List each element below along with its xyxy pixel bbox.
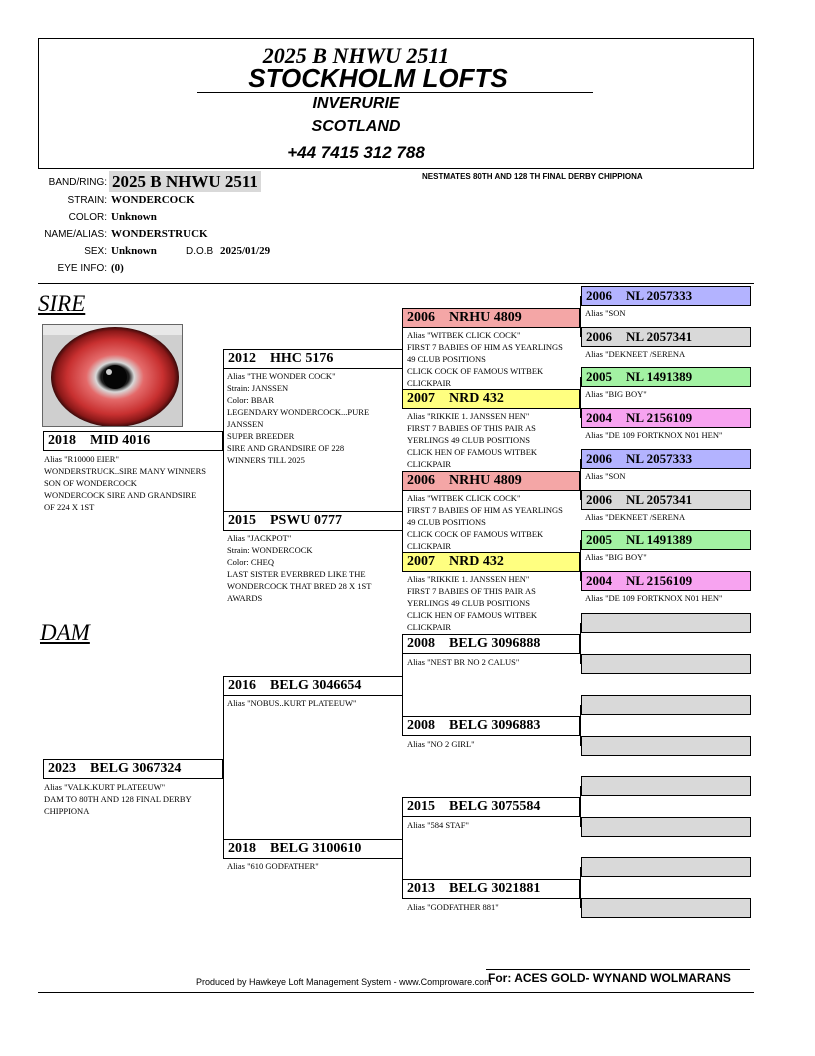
g4-description: Alias "SON — [585, 308, 626, 318]
g4-empty-box[interactable] — [581, 695, 751, 715]
dd-year: 2018 — [228, 841, 256, 856]
header-box — [38, 38, 754, 169]
g4-ring: NL 1491389 — [626, 532, 693, 547]
sire-heading: SIRE — [38, 291, 86, 316]
ds-ring: BELG 3046654 — [270, 678, 362, 693]
sire-dam-box[interactable] — [223, 511, 403, 531]
g4-ring: NL 2156109 — [626, 410, 693, 425]
g4-year: 2004 — [586, 410, 612, 425]
sds-year: 2006 — [407, 473, 435, 488]
g4-year: 2006 — [586, 492, 612, 507]
band-value: 2025 B NHWU 2511 — [109, 171, 261, 192]
g4-empty-box[interactable] — [581, 817, 751, 837]
g4-empty-box[interactable] — [581, 654, 751, 674]
g3-dss-box[interactable] — [402, 634, 580, 654]
ssd-ring: NRD 432 — [449, 391, 504, 406]
dds-ring: BELG 3075584 — [449, 799, 541, 814]
ss-ring: HHC 5176 — [270, 351, 334, 366]
sd-ring: PSWU 0777 — [270, 513, 342, 528]
g4-description: Alias "DEKNEET /SERENA — [585, 512, 686, 522]
g4-description: Alias "DE 109 FORTKNOX N01 HEN" — [585, 430, 723, 440]
g3-dss-description: Alias "NEST BR NO 2 CALUS" — [407, 657, 520, 667]
g4-ring: NL 2156109 — [626, 573, 693, 588]
g3-sss-box[interactable] — [402, 308, 580, 328]
loft-name: STOCKHOLM LOFTS — [248, 63, 508, 93]
g4-year: 2005 — [586, 369, 612, 384]
footer-owner-rule — [486, 969, 750, 970]
dob-value: 2025/01/29 — [220, 245, 271, 257]
loft-phone: +44 7415 312 788 — [287, 143, 425, 162]
strain-value: WONDERCOCK — [111, 194, 195, 206]
g4-ring: NL 1491389 — [626, 369, 693, 384]
produced-by-text: Produced by Hawkeye Loft Management System - www.Comproware.com — [196, 977, 492, 987]
g4-ring: NL 2057341 — [626, 329, 693, 344]
g3-sss-description: Alias "WITBEK CLICK COCK" FIRST 7 BABIES OF HIM AS YEARLINGS 49 CLUB POSITIONS CLICK COCK OF FAMOUS WITBEK CLICKPAIR — [407, 330, 563, 388]
g4-ring: NL 2057341 — [626, 492, 693, 507]
g4-box-5[interactable] — [581, 449, 751, 469]
dam-year: 2023 — [48, 761, 76, 776]
loft-city: INVERURIE — [312, 95, 400, 112]
g3-sdd-description: Alias "RIKKIE 1. JANSSEN HEN" FIRST 7 BABIES OF THIS PAIR AS YERLINGS 49 CLUB POSITIONS CLICK HEN OF FAMOUS WITBEK CLICKPAIR — [407, 574, 538, 632]
g4-description: Alias "BIG BOY" — [585, 389, 647, 399]
g4-description: Alias "DEKNEET /SERENA — [585, 349, 686, 359]
g4-ring: NL 2057333 — [626, 288, 693, 303]
g4-box-4[interactable] — [581, 408, 751, 428]
g4-description: Alias "DE 109 FORTKNOX N01 HEN" — [585, 593, 723, 603]
g4-box-3[interactable] — [581, 367, 751, 387]
loft-country: SCOTLAND — [311, 118, 401, 135]
dd-ring: BELG 3100610 — [270, 841, 362, 856]
g3-sds-description: Alias "WITBEK CLICK COCK" FIRST 7 BABIES OF HIM AS YEARLINGS 49 CLUB POSITIONS CLICK COCK OF FAMOUS WITBEK CLICKPAIR — [407, 493, 563, 551]
g4-year: 2006 — [586, 451, 612, 466]
dam-sire-description: Alias "NOBUS..KURT PLATEEUW" — [227, 698, 357, 708]
nestmates-note: NESTMATES 80TH AND 128 TH FINAL DERBY CHIPPIONA — [422, 172, 643, 181]
sire-dam-description: Alias "JACKPOT" Strain: WONDERCOCK Color: CHEQ LAST SISTER EVERBRED LIKE THE WONDERCOCK THAT BRED 28 X 1ST AWARDS — [227, 533, 372, 603]
g4-empty-box[interactable] — [581, 898, 751, 918]
g4-box-8[interactable] — [581, 571, 751, 591]
g4-year: 2004 — [586, 573, 612, 588]
dam-heading: DAM — [40, 620, 90, 645]
name-value: WONDERSTRUCK — [111, 228, 208, 240]
dam-dam-box[interactable] — [223, 839, 403, 859]
g4-box-7[interactable] — [581, 530, 751, 550]
sdd-ring: NRD 432 — [449, 554, 504, 569]
dam-dam-description: Alias "610 GODFATHER" — [227, 861, 319, 871]
footer-rule — [38, 992, 754, 993]
owner-text: For: ACES GOLD- WYNAND WOLMARANS — [488, 971, 731, 985]
g4-empty-box[interactable] — [581, 857, 751, 877]
g3-dds-box[interactable] — [402, 797, 580, 817]
connector — [223, 686, 224, 849]
header-divider — [197, 92, 593, 93]
sss-ring: NRHU 4809 — [449, 310, 522, 325]
eye-photo — [42, 324, 183, 427]
g3-sds-box[interactable] — [402, 471, 580, 491]
dss-year: 2008 — [407, 636, 435, 651]
g4-box-1[interactable] — [581, 286, 751, 306]
dsd-year: 2008 — [407, 718, 435, 733]
g4-ring: NL 2057333 — [626, 451, 693, 466]
dam-ring: BELG 3067324 — [90, 761, 182, 776]
g4-empty-box[interactable] — [581, 776, 751, 796]
sire-ring: MID 4016 — [90, 433, 151, 448]
g3-dds-description: Alias "584 STAF" — [407, 820, 469, 830]
dam-description: Alias "VALK.KURT PLATEEUW" DAM TO 80TH AND 128 FINAL DERBY CHIPPIONA — [44, 782, 192, 816]
eye-label: EYE INFO: — [57, 263, 107, 274]
g3-ddd-box[interactable] — [402, 879, 580, 899]
dsd-ring: BELG 3096883 — [449, 718, 541, 733]
ss-year: 2012 — [228, 351, 256, 366]
sex-value: Unknown — [111, 245, 157, 257]
dam-box[interactable] — [43, 759, 223, 779]
header-ring: 2025 B NHWU 2511 — [262, 43, 450, 68]
color-value: Unknown — [111, 211, 157, 223]
name-label: NAME/ALIAS: — [44, 229, 107, 240]
dam-sire-box[interactable] — [223, 676, 403, 696]
g3-ddd-description: Alias "GODFATHER 881" — [407, 902, 499, 912]
dds-year: 2015 — [407, 799, 435, 814]
sex-label: SEX: — [84, 246, 107, 257]
g4-year: 2006 — [586, 329, 612, 344]
sire-year: 2018 — [48, 433, 76, 448]
g4-description: Alias "BIG BOY" — [585, 552, 647, 562]
g3-ssd-description: Alias "RIKKIE 1. JANSSEN HEN" FIRST 7 BABIES OF THIS PAIR AS YERLINGS 49 CLUB POSITIONS CLICK HEN OF FAMOUS WITBEK CLICKPAIR — [407, 411, 538, 469]
g4-empty-box[interactable] — [581, 613, 751, 633]
g3-dsd-description: Alias "NO 2 GIRL" — [407, 739, 475, 749]
sire-sire-box[interactable] — [223, 349, 403, 369]
color-label: COLOR: — [68, 212, 107, 223]
ssd-year: 2007 — [407, 391, 435, 406]
sire-box[interactable] — [43, 431, 223, 451]
band-label: BAND/RING: — [48, 177, 107, 188]
sss-year: 2006 — [407, 310, 435, 325]
sd-year: 2015 — [228, 513, 256, 528]
ddd-ring: BELG 3021881 — [449, 881, 541, 896]
dss-ring: BELG 3096888 — [449, 636, 541, 651]
g4-box-6[interactable] — [581, 490, 751, 510]
g4-year: 2005 — [586, 532, 612, 547]
sdd-year: 2007 — [407, 554, 435, 569]
sds-ring: NRHU 4809 — [449, 473, 522, 488]
strain-label: STRAIN: — [67, 195, 107, 206]
g4-year: 2006 — [586, 288, 612, 303]
sire-description: Alias "R10000 EIER" WONDERSTRUCK..SIRE MANY WINNERS SON OF WONDERCOCK WONDERCOCK SIRE AND GRANDSIRE OF 224 X 1ST — [44, 454, 206, 512]
ds-year: 2016 — [228, 678, 256, 693]
ddd-year: 2013 — [407, 881, 435, 896]
connector — [223, 359, 224, 521]
eye-value: (0) — [111, 262, 124, 274]
g3-dsd-box[interactable] — [402, 716, 580, 736]
g4-empty-box[interactable] — [581, 736, 751, 756]
info-separator — [38, 283, 754, 284]
g4-box-2[interactable] — [581, 327, 751, 347]
g4-description: Alias "SON — [585, 471, 626, 481]
g3-sdd-box[interactable] — [402, 552, 580, 572]
g3-ssd-box[interactable] — [402, 389, 580, 409]
dob-label: D.O.B — [186, 246, 214, 257]
sire-sire-description: Alias "THE WONDER COCK" Strain: JANSSEN Color: BBAR LEGENDARY WONDERCOCK...PURE JANSSEN SUPER BREEDER SIRE AND GRANDSIRE OF 228 WINNERS TILL 2025 — [227, 371, 370, 465]
